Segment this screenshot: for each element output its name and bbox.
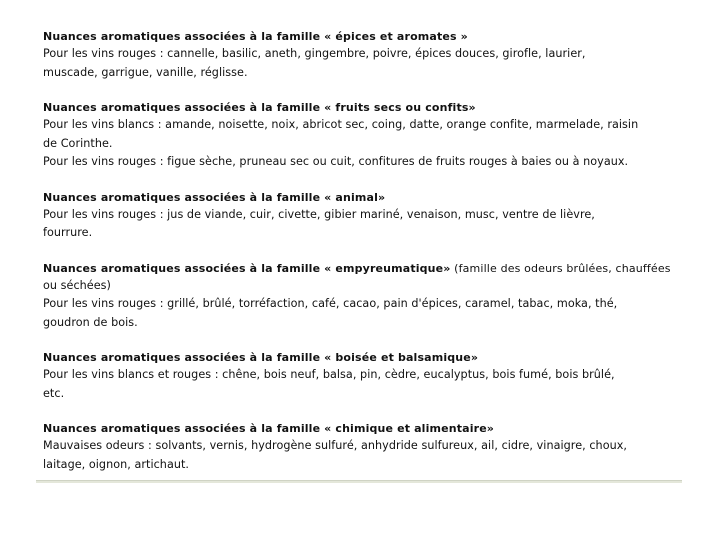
section-text-line: Pour les vins blancs : amande, noisette, noix, abricot sec, coing, datte, orange confite, marmelade, raisin: [43, 118, 639, 131]
section-text-line: fourrure.: [43, 226, 93, 239]
section-text-line: Pour les vins rouges : cannelle, basilic, aneth, gingembre, poivre, épices douces, girofle, laurier,: [43, 47, 586, 60]
section-fruits-secs-confits: [43, 99, 693, 172]
section-epices-aromates: [43, 28, 693, 82]
section-text-line: muscade, garrigue, vanille, réglisse.: [43, 65, 248, 79]
section-title: Nuances aromatiques associées à la famille « épices et aromates »: [43, 30, 468, 43]
document-body: [43, 28, 693, 491]
section-title: Nuances aromatiques associées à la famille « boisée et balsamique»: [43, 351, 479, 364]
section-text-line: Pour les vins rouges : figue sèche, pruneau sec ou cuit, confitures de fruits rouges à baies ou à noyaux.: [43, 155, 629, 168]
section-text-line: Pour les vins blancs et rouges : chêne, bois neuf, balsa, pin, cèdre, eucalyptus, bois fumé, bois brûlé,: [43, 368, 615, 381]
section-title: Nuances aromatiques associées à la famille « animal»: [43, 190, 386, 204]
section-title-note: (famille des odeurs brûlées, chauffées: [450, 261, 671, 275]
section-text-line: laitage, oignon, artichaut.: [43, 457, 190, 471]
section-empyreumatique: [43, 260, 693, 333]
section-chimique-alimentaire: [43, 420, 693, 474]
section-title: Nuances aromatiques associées à la famille « empyreumatique»: [43, 261, 451, 275]
section-text-line: Pour les vins rouges : jus de viande, cuir, civette, gibier mariné, venaison, musc, ventre de lièvre,: [43, 207, 595, 221]
section-boisee-balsamique: [43, 349, 693, 403]
section-title: Nuances aromatiques associées à la famille « fruits secs ou confits»: [43, 101, 476, 114]
section-text-line: etc.: [43, 386, 65, 400]
section-text-line: ou séchées): [43, 278, 111, 292]
section-text-line: Mauvaises odeurs : solvants, vernis, hydrogène sulfuré, anhydride sulfureux, ail, cidre, vinaigre, choux,: [43, 439, 628, 452]
section-text-line: de Corinthe.: [43, 136, 113, 150]
section-text-line: Pour les vins rouges : grillé, brûlé, torréfaction, café, cacao, pain d'épices, caramel, tabac, moka, thé,: [43, 297, 618, 310]
section-text-line: goudron de bois.: [43, 315, 138, 329]
bottom-divider: [36, 480, 682, 483]
section-animal: [43, 189, 693, 243]
section-title: Nuances aromatiques associées à la famille « chimique et alimentaire»: [43, 422, 495, 435]
